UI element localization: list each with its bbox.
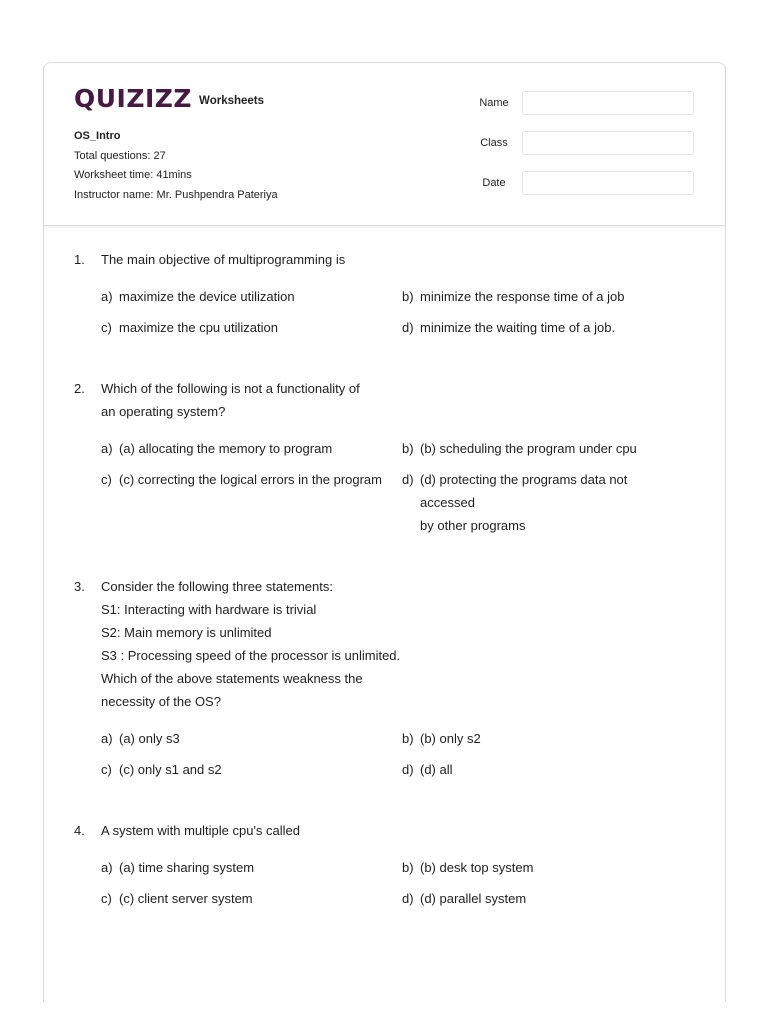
answer-option[interactable] <box>101 856 402 879</box>
question-text: A system with multiple cpu's called <box>101 823 301 838</box>
option-key: d) <box>402 472 414 487</box>
option-key: d) <box>402 320 414 335</box>
question-item <box>74 377 705 537</box>
option-text: (d) parallel system <box>420 891 527 906</box>
worksheet-time: Worksheet time: 41mins <box>74 169 192 181</box>
answer-option[interactable] <box>402 285 702 308</box>
answer-option[interactable] <box>402 437 702 460</box>
name-label: Name <box>479 97 509 109</box>
option-key: d) <box>402 891 414 906</box>
question-text: Consider the following three statements: S1: Interacting with hardware is trivial S2: Main memory is unlimited S3 : Processing speed of the processor is unlimited. Which of the above statements weakness the necessity of the OS? <box>101 579 401 709</box>
option-key: c) <box>101 472 112 487</box>
option-text: (a) only s3 <box>119 731 180 746</box>
answer-option[interactable] <box>402 887 702 910</box>
class-field[interactable] <box>522 131 694 155</box>
date-field-row <box>474 171 694 195</box>
question-number: 2. <box>74 381 85 396</box>
option-text: (d) protecting the programs data not accessed by other programs <box>420 472 628 533</box>
option-key: b) <box>402 860 414 875</box>
option-key: a) <box>101 289 113 304</box>
instructor-name: Instructor name: Mr. Pushpendra Pateriya <box>74 188 278 201</box>
answer-option[interactable] <box>101 316 402 339</box>
option-key: d) <box>402 762 414 777</box>
question-stem <box>74 377 705 423</box>
answer-option[interactable] <box>101 887 402 910</box>
date-label: Date <box>482 177 506 189</box>
answer-option[interactable] <box>101 727 402 750</box>
question-item <box>74 248 705 339</box>
student-fields <box>474 91 694 211</box>
name-field[interactable] <box>522 91 694 115</box>
option-key: b) <box>402 441 414 456</box>
answer-options <box>101 727 705 781</box>
worksheet-meta <box>74 127 278 205</box>
option-text: (b) scheduling the program under cpu <box>420 441 637 456</box>
option-key: a) <box>101 441 113 456</box>
option-text: (c) correcting the logical errors in the program <box>119 472 382 487</box>
class-label: Class <box>480 137 508 149</box>
answer-option[interactable] <box>402 758 702 781</box>
brand <box>74 85 264 113</box>
option-text: (a) allocating the memory to program <box>119 441 333 456</box>
answer-options <box>101 856 705 910</box>
option-key: c) <box>101 891 112 906</box>
question-number: 4. <box>74 823 85 838</box>
worksheet-header <box>44 63 725 226</box>
option-key: a) <box>101 860 113 875</box>
name-field-row <box>474 91 694 115</box>
question-item <box>74 575 705 781</box>
answer-options <box>101 285 705 339</box>
question-number: 1. <box>74 252 85 267</box>
class-field-row <box>474 131 694 155</box>
answer-option[interactable] <box>101 758 402 781</box>
brand-subtitle: Worksheets <box>199 95 265 107</box>
option-text: (a) time sharing system <box>119 860 255 875</box>
answer-option[interactable] <box>101 285 402 308</box>
option-text: minimize the response time of a job <box>420 289 625 304</box>
answer-option[interactable] <box>402 468 702 537</box>
question-text: The main objective of multiprogramming is <box>101 252 346 267</box>
answer-option[interactable] <box>402 727 702 750</box>
question-list <box>74 248 705 948</box>
option-text: (d) all <box>420 762 453 777</box>
option-text: (c) only s1 and s2 <box>119 762 222 777</box>
question-text: Which of the following is not a functionality of an operating system? <box>101 381 360 419</box>
answer-option[interactable] <box>402 856 702 879</box>
option-key: a) <box>101 731 113 746</box>
answer-option[interactable] <box>101 437 402 460</box>
option-key: b) <box>402 289 414 304</box>
option-text: minimize the waiting time of a job. <box>420 320 616 335</box>
option-text: maximize the device utilization <box>119 289 295 304</box>
question-number: 3. <box>74 579 85 594</box>
answer-option[interactable] <box>402 316 702 339</box>
option-key: c) <box>101 762 112 777</box>
total-questions: Total questions: 27 <box>74 149 166 162</box>
option-text: (b) only s2 <box>420 731 481 746</box>
question-stem <box>74 575 705 713</box>
question-item <box>74 819 705 910</box>
answer-options <box>101 437 705 537</box>
option-text: (c) client server system <box>119 891 253 906</box>
question-stem <box>74 248 705 271</box>
answer-option[interactable] <box>101 468 402 537</box>
option-key: b) <box>402 731 414 746</box>
worksheet-title: OS_Intro <box>74 130 121 142</box>
option-text: maximize the cpu utilization <box>119 320 278 335</box>
date-field[interactable] <box>522 171 694 195</box>
option-key: c) <box>101 320 112 335</box>
quizizz-logo: QUIZIZZ <box>74 84 193 113</box>
option-text: (b) desk top system <box>420 860 534 875</box>
worksheet-page <box>43 62 726 1002</box>
question-stem <box>74 819 705 842</box>
